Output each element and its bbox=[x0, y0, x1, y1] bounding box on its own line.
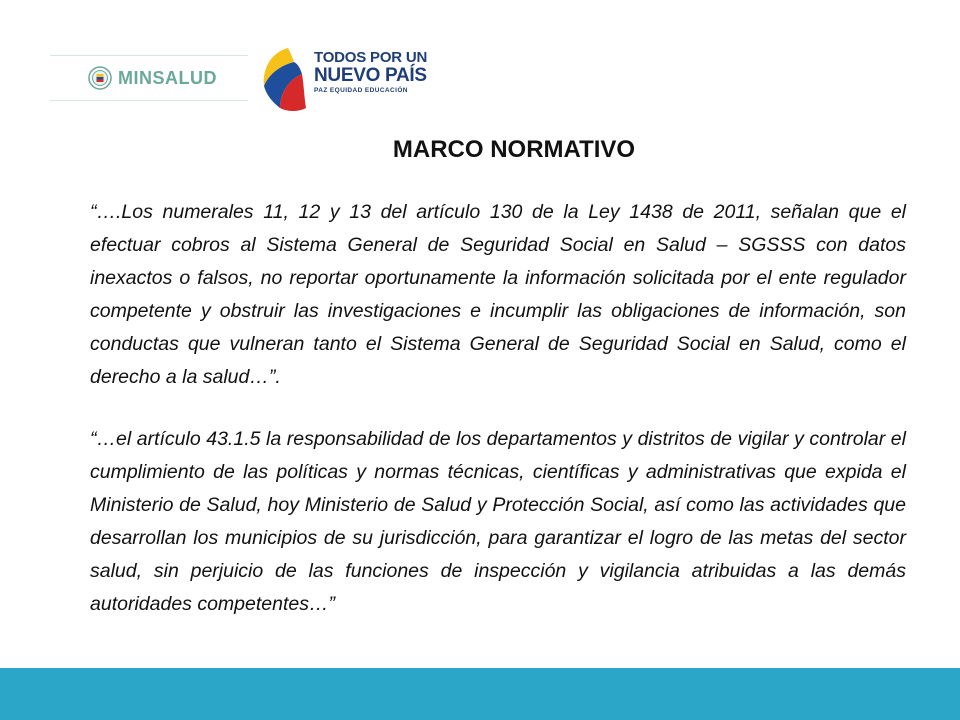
slide-title bbox=[0, 136, 960, 164]
campaign-line-1: TODOS POR UN bbox=[314, 49, 428, 66]
slide-title-text: MARCO NORMATIVO bbox=[392, 136, 636, 163]
minsalud-label: MINSALUD bbox=[118, 67, 217, 88]
paragraph-1: “….Los numerales 11, 12 y 13 del artículo 130 de la Ley 1438 de 2011, señalan que el efectuar cobros al Sistema General de Seguridad Social en Salud – SGSSS con datos inexactos o falsos, no reportar oportunamente la información solicitada por el ente regulador competente y obstruir las investigaciones e incumplir las obligaciones de información, son conductas que vulneran tanto el Sistema General de Seguridad Social en Salud, como el derecho a la salud…”. bbox=[90, 201, 906, 388]
campaign-line-3: PAZ EQUIDAD EDUCACIÓN bbox=[314, 87, 408, 94]
minsalud-logo bbox=[50, 55, 248, 101]
colombia-seal-icon bbox=[88, 66, 112, 90]
paragraph-2: “…el artículo 43.1.5 la responsabilidad de los departamentos y distritos de vigilar y controlar el cumplimiento de las políticas y normas técnicas, científicas y administrativas que expida el Ministerio de Salud, hoy Ministerio de Salud y Protección Social, así como las actividades que desarrollan los municipios de su jurisdicción, para garantizar el logro de las metas del sector salud, sin perjuicio de las funciones de inspección y vigilancia atribuidas a las demás autoridades competentes…” bbox=[90, 428, 906, 615]
campaign-line-2: NUEVO PAÍS bbox=[314, 65, 427, 86]
colombia-flag-swoosh-icon bbox=[258, 42, 314, 114]
todos-por-un-nuevo-pais-logo bbox=[258, 42, 428, 114]
footer-bar bbox=[0, 668, 960, 720]
